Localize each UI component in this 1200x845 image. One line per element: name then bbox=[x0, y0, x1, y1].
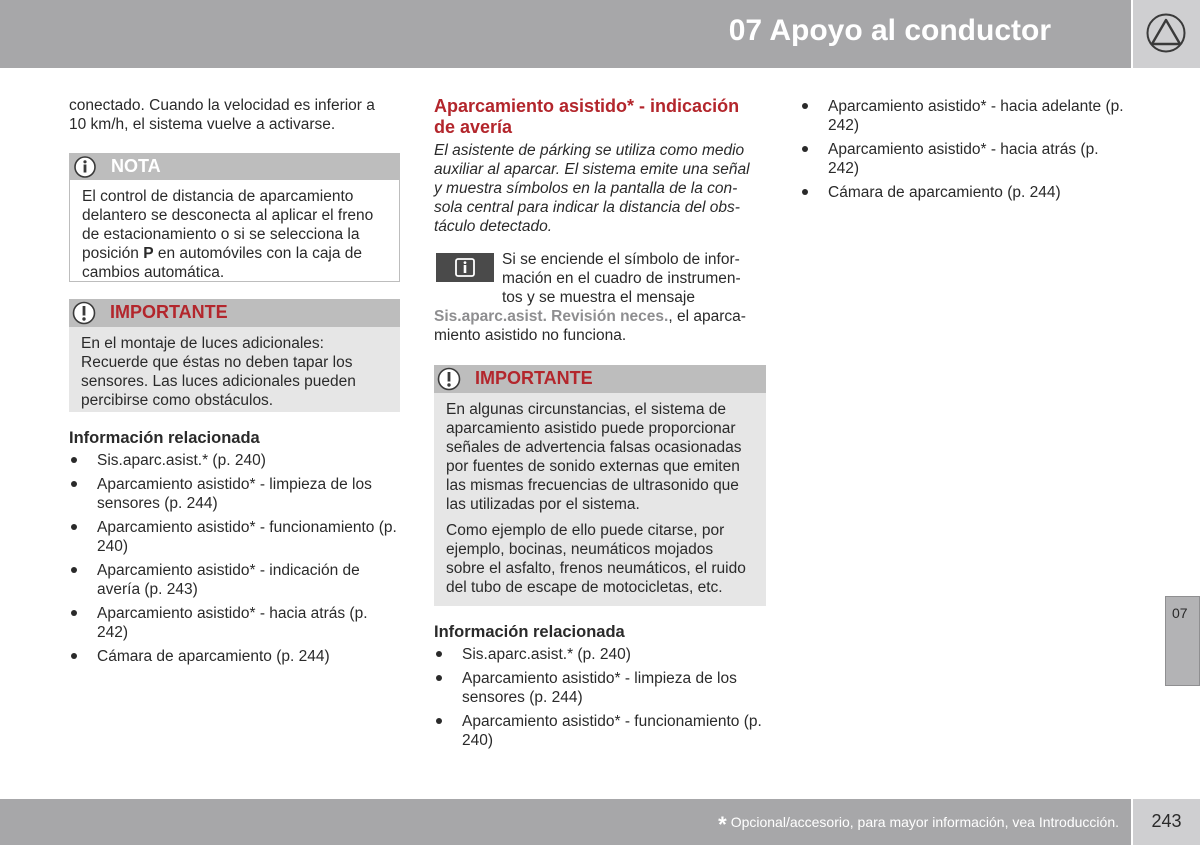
importante-box bbox=[69, 299, 400, 412]
list-item[interactable]: Aparcamiento asistido* - hacia atrás (p. 242) bbox=[800, 140, 1130, 178]
list-item[interactable]: Cámara de aparcamiento (p. 244) bbox=[800, 183, 1130, 202]
nota-text-end: en automóviles con la caja de cambios automática. bbox=[82, 245, 363, 281]
info-line: mación en el cuadro de instrumen- bbox=[502, 270, 741, 287]
section-heading-line-1: Aparcamiento asistido* - indicación bbox=[434, 96, 740, 116]
intro-line: auxiliar al aparcar. El sistema emite una señal bbox=[434, 161, 750, 178]
nota-header bbox=[70, 154, 399, 180]
nota-body bbox=[70, 180, 399, 290]
importante-box bbox=[434, 365, 766, 606]
nota-text: El control de distancia de aparcamiento delantero se desconecta al aplicar el freno de estacionamiento o si se selecciona la posición bbox=[82, 188, 374, 262]
info-line: , el aparca- bbox=[668, 308, 746, 325]
importante-header bbox=[434, 365, 766, 393]
list-item[interactable]: Aparcamiento asistido* - limpieza de los sensores (p. 244) bbox=[69, 475, 400, 513]
nota-box bbox=[69, 153, 400, 282]
list-item[interactable]: Sis.aparc.asist.* (p. 240) bbox=[69, 451, 400, 470]
related-info-list bbox=[69, 451, 400, 671]
list-item[interactable]: Aparcamiento asistido* - funcionamiento (p. 240) bbox=[434, 712, 766, 750]
info-circle-icon bbox=[73, 156, 97, 178]
related-info-list bbox=[434, 645, 766, 755]
info-line: Si se enciende el símbolo de infor- bbox=[502, 251, 740, 268]
importante-body bbox=[434, 393, 766, 605]
intro-line: El asistente de párking se utiliza como medio bbox=[434, 142, 745, 159]
list-item[interactable]: Cámara de aparcamiento (p. 244) bbox=[69, 647, 400, 666]
exclamation-circle-icon bbox=[437, 367, 461, 391]
footer-note bbox=[718, 812, 1119, 838]
importante-header bbox=[69, 299, 400, 327]
chapter-tab-label: 07 bbox=[1172, 605, 1188, 621]
header-icon-box bbox=[1133, 0, 1200, 68]
list-item[interactable]: Aparcamiento asistido* - funcionamiento (p. 240) bbox=[69, 518, 400, 556]
importante-title: IMPORTANTE bbox=[110, 302, 228, 322]
nota-title: NOTA bbox=[111, 156, 161, 176]
section-heading bbox=[434, 96, 739, 138]
footer-bar bbox=[0, 799, 1131, 845]
warning-triangle-icon bbox=[1145, 13, 1187, 53]
importante-body: En el montaje de luces adicionales: Recuerde que éstas no deben tapar los sensores. Las luces adicionales pueden percibirse como obstáculos. bbox=[81, 335, 356, 409]
chapter-title: 07 Apoyo al conductor bbox=[728, 14, 1051, 47]
display-message: Sis.aparc.asist. Revisión neces. bbox=[434, 308, 669, 325]
intro-line: y muestra símbolos en la pantalla de la con- bbox=[434, 180, 738, 197]
list-item[interactable]: Aparcamiento asistido* - indicación de avería (p. 243) bbox=[69, 561, 400, 599]
nota-bold-p: P bbox=[143, 245, 154, 262]
intro-line-1: conectado. Cuando la velocidad es inferior a bbox=[69, 97, 375, 114]
list-item[interactable]: Sis.aparc.asist.* (p. 240) bbox=[434, 645, 766, 664]
section-heading-line-2: de avería bbox=[434, 117, 513, 137]
list-item[interactable]: Aparcamiento asistido* - limpieza de los sensores (p. 244) bbox=[434, 669, 766, 707]
list-item[interactable]: Aparcamiento asistido* - hacia adelante (p. 242) bbox=[800, 97, 1130, 135]
chapter-tab[interactable] bbox=[1165, 596, 1200, 686]
intro-line: sola central para indicar la distancia del obs- bbox=[434, 199, 740, 216]
section-intro bbox=[434, 141, 766, 236]
header-bar bbox=[0, 0, 1131, 68]
page-number-box bbox=[1133, 799, 1200, 845]
importante-paragraph: En algunas circunstancias, el sistema de aparcamiento asistido puede proporcionar señales de advertencia falsas ocasionadas por fuentes de sonido externas que emiten las mismas frecuencias de ultrasonido que las utilizadas por el sistema. bbox=[446, 401, 742, 513]
related-info-title: Información relacionada bbox=[434, 623, 625, 641]
footnote-text: Opcional/accesorio, para mayor información, vea Introducción. bbox=[730, 814, 1119, 830]
info-line: miento asistido no funciona. bbox=[434, 327, 627, 344]
importante-paragraph: Como ejemplo de ello puede citarse, por ejemplo, bocinas, neumáticos mojados sobre el asfalto, frenos neumáticos, el ruido del tubo de escape de motocicletas, etc. bbox=[446, 522, 746, 596]
intro-line-2: 10 km/h, el sistema vuelve a activarse. bbox=[69, 116, 336, 133]
list-item[interactable]: Aparcamiento asistido* - hacia atrás (p. 242) bbox=[69, 604, 400, 642]
footnote-star: * bbox=[718, 812, 727, 837]
exclamation-circle-icon bbox=[72, 301, 96, 325]
importante-title: IMPORTANTE bbox=[475, 368, 593, 388]
page-number: 243 bbox=[1151, 811, 1182, 831]
related-info-list bbox=[800, 97, 1130, 207]
info-paragraph bbox=[434, 250, 766, 345]
info-line: tos y se muestra el mensaje bbox=[502, 289, 695, 306]
intro-line: táculo detectado. bbox=[434, 218, 553, 235]
related-info-title: Información relacionada bbox=[69, 429, 260, 447]
